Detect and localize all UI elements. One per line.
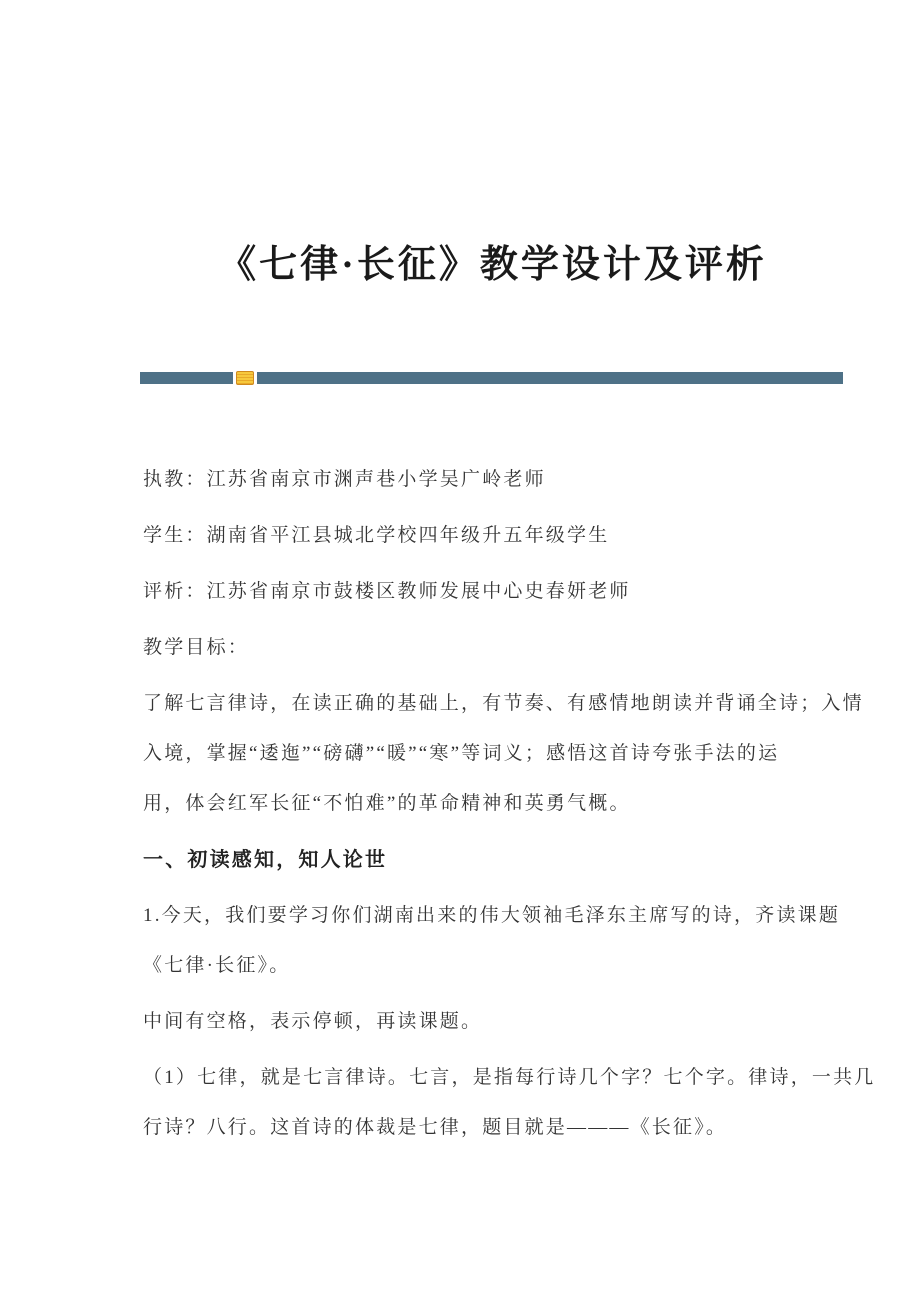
envelope-icon xyxy=(236,371,254,385)
document-title: 《七律·长征》教学设计及评析 xyxy=(218,244,767,287)
paragraph-pause-note xyxy=(143,997,847,1047)
divider-bar-left xyxy=(140,372,233,384)
paragraph-objectives-label xyxy=(143,623,847,673)
document-body xyxy=(143,455,876,1159)
section-heading xyxy=(143,835,847,885)
text-line: 《七律·长征》。 xyxy=(143,955,291,976)
paragraph-byline-students xyxy=(143,511,847,561)
divider-bar-right xyxy=(257,372,843,384)
text-line: 中间有空格，表示停顿，再读课题。 xyxy=(143,1011,483,1032)
paragraph-qilu-explanation xyxy=(143,1053,876,1153)
text-line: 学生：湖南省平江县城北学校四年级升五年级学生 xyxy=(143,525,610,546)
paragraph-byline-teacher xyxy=(143,455,847,505)
text-line: 行诗？八行。这首诗的体裁是七律，题目就是———《长征》。 xyxy=(143,1117,728,1138)
text-line: 执教：江苏省南京市渊声巷小学吴广岭老师 xyxy=(143,469,546,490)
text-line: （1）七律，就是七言律诗。七言，是指每行诗几个字？七个字。律诗，一共几 xyxy=(143,1067,876,1088)
text-line: 用，体会红军长征“不怕难”的革命精神和英勇气概。 xyxy=(143,793,631,814)
text-line: 1.今天，我们要学习你们湖南出来的伟大领袖毛泽东主席写的诗，齐读课题 xyxy=(143,905,841,926)
text-line: 一、初读感知，知人论世 xyxy=(143,849,388,871)
paragraph-objectives-body xyxy=(143,679,864,829)
paragraph-byline-reviewer xyxy=(143,567,847,617)
text-line: 入境，掌握“逶迤”“磅礴”“暖”“寒”等词义；感悟这首诗夸张手法的运 xyxy=(143,743,780,764)
text-line: 了解七言律诗，在读正确的基础上，有节奏、有感情地朗读并背诵全诗；入情 xyxy=(143,693,864,714)
text-line: 评析：江苏省南京市鼓楼区教师发展中心史春妍老师 xyxy=(143,581,631,602)
text-line: 教学目标： xyxy=(143,637,250,658)
section-divider xyxy=(140,371,843,385)
paragraph-step-1 xyxy=(143,891,847,991)
